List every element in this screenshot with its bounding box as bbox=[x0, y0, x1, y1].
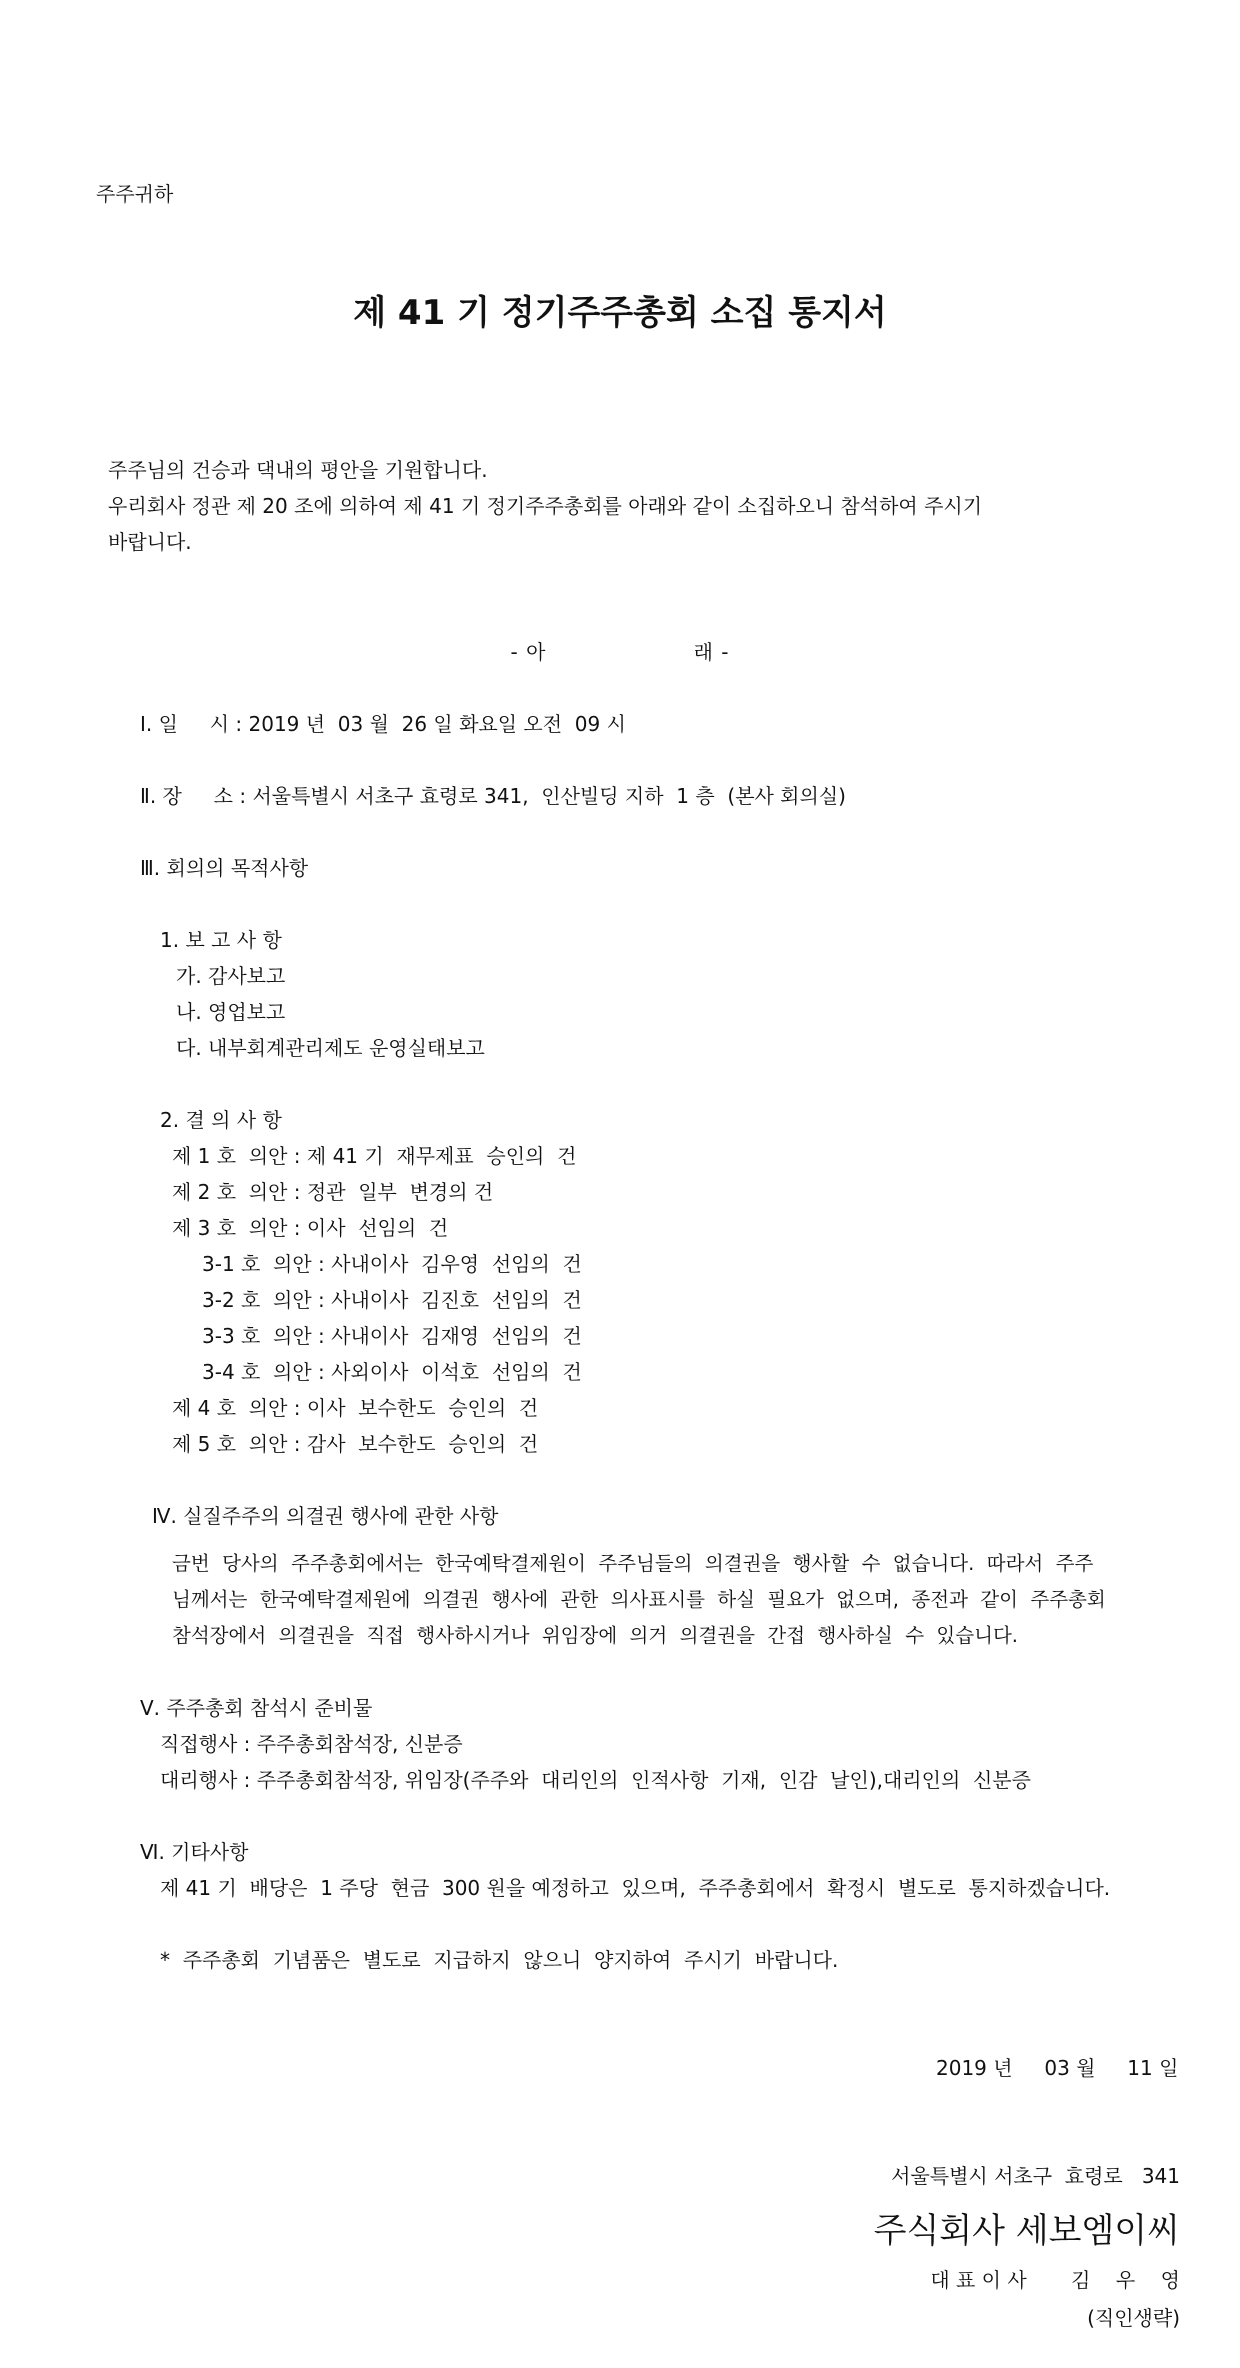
greeting: 주주님의 건승과 댁내의 평안을 기원합니다. bbox=[108, 458, 488, 482]
voting-rights-line: 참석장에서 의결권을 직접 행사하시거나 위임장에 의거 의결권을 간접 행사하실 수 있습니다. bbox=[172, 1624, 1018, 1647]
item-date-time: Ⅰ. 일 시 : 2019 년 03 월 26 일 화요일 오전 09 시 bbox=[140, 712, 626, 736]
resolution-item: 제 3 호 의안 : 이사 선임의 건 bbox=[172, 1216, 449, 1240]
item-preparation: Ⅴ. 주주총회 참석시 준비물 bbox=[140, 1696, 373, 1720]
resolution-item: 제 2 호 의안 : 정관 일부 변경의 건 bbox=[172, 1180, 494, 1204]
report-item: 다. 내부회계관리제도 운영실태보고 bbox=[176, 1036, 485, 1060]
intro-line-2: 바랍니다. bbox=[108, 530, 192, 554]
report-heading: 1. 보 고 사 항 bbox=[160, 928, 282, 952]
preparation-proxy: 대리행사 : 주주총회참석장, 위임장(주주와 대리인의 인적사항 기재, 인감 날인),대리인의 신분증 bbox=[160, 1768, 1031, 1792]
item-voting-rights: Ⅳ. 실질주주의 의결권 행사에 관한 사항 bbox=[152, 1504, 499, 1528]
sub-resolution-item: 3-3 호 의안 : 사내이사 김재영 선임의 건 bbox=[202, 1324, 582, 1348]
resolution-item: 제 4 호 의안 : 이사 보수한도 승인의 건 bbox=[172, 1396, 539, 1420]
company-address: 서울특별시 서초구 효령로 341 bbox=[891, 2164, 1180, 2188]
company-name: 주식회사 세보엠이씨 bbox=[873, 2211, 1180, 2251]
page-title: 제 41 기 정기주주총회 소집 통지서 bbox=[353, 293, 887, 333]
sub-resolution-item: 3-1 호 의안 : 사내이사 김우영 선임의 건 bbox=[202, 1252, 582, 1276]
souvenir-note: * 주주총회 기념품은 별도로 지급하지 않으니 양지하여 주시기 바랍니다. bbox=[160, 1948, 839, 1972]
ceo-name: 대 표 이 사 김 우 영 bbox=[930, 2268, 1180, 2292]
report-item: 가. 감사보고 bbox=[176, 964, 286, 988]
sub-resolution-item: 3-4 호 의안 : 사외이사 이석호 선임의 건 bbox=[202, 1360, 582, 1384]
report-item: 나. 영업보고 bbox=[176, 1000, 286, 1024]
intro-line-1: 우리회사 정관 제 20 조에 의하여 제 41 기 정기주주총회를 아래와 같이 소집하오니 참석하여 주시기 bbox=[108, 494, 983, 518]
recipient: 주주귀하 bbox=[96, 182, 174, 206]
sub-resolution-item: 3-2 호 의안 : 사내이사 김진호 선임의 건 bbox=[202, 1288, 582, 1312]
preparation-direct: 직접행사 : 주주총회참석장, 신분증 bbox=[160, 1732, 463, 1756]
item-other: Ⅵ. 기타사항 bbox=[140, 1840, 249, 1864]
seal-omitted-note: (직인생략) bbox=[1087, 2306, 1180, 2330]
resolution-item: 제 5 호 의안 : 감사 보수한도 승인의 건 bbox=[172, 1432, 539, 1456]
item-agenda: Ⅲ. 회의의 목적사항 bbox=[140, 856, 309, 880]
item-location: Ⅱ. 장 소 : 서울특별시 서초구 효령로 341, 인산빌딩 지하 1 층 (본사 회의실) bbox=[140, 784, 846, 808]
notice-heading: - 아 래 - bbox=[510, 640, 730, 664]
voting-rights-line: 금번 당사의 주주총회에서는 한국예탁결제원이 주주님들의 의결권을 행사할 수 없습니다. 따라서 주주 bbox=[172, 1552, 1094, 1575]
dividend-line: 제 41 기 배당은 1 주당 현금 300 원을 예정하고 있으며, 주주총회에서 확정시 별도로 통지하겠습니다. bbox=[160, 1876, 1111, 1900]
voting-rights-line: 님께서는 한국예탁결제원에 의결권 행사에 관한 의사표시를 하실 필요가 없으며, 종전과 같이 주주총회 bbox=[172, 1588, 1106, 1611]
resolution-heading: 2. 결 의 사 항 bbox=[160, 1108, 282, 1132]
resolution-item: 제 1 호 의안 : 제 41 기 재무제표 승인의 건 bbox=[172, 1144, 577, 1168]
notice-date: 2019 년 03 월 11 일 bbox=[936, 2056, 1179, 2080]
